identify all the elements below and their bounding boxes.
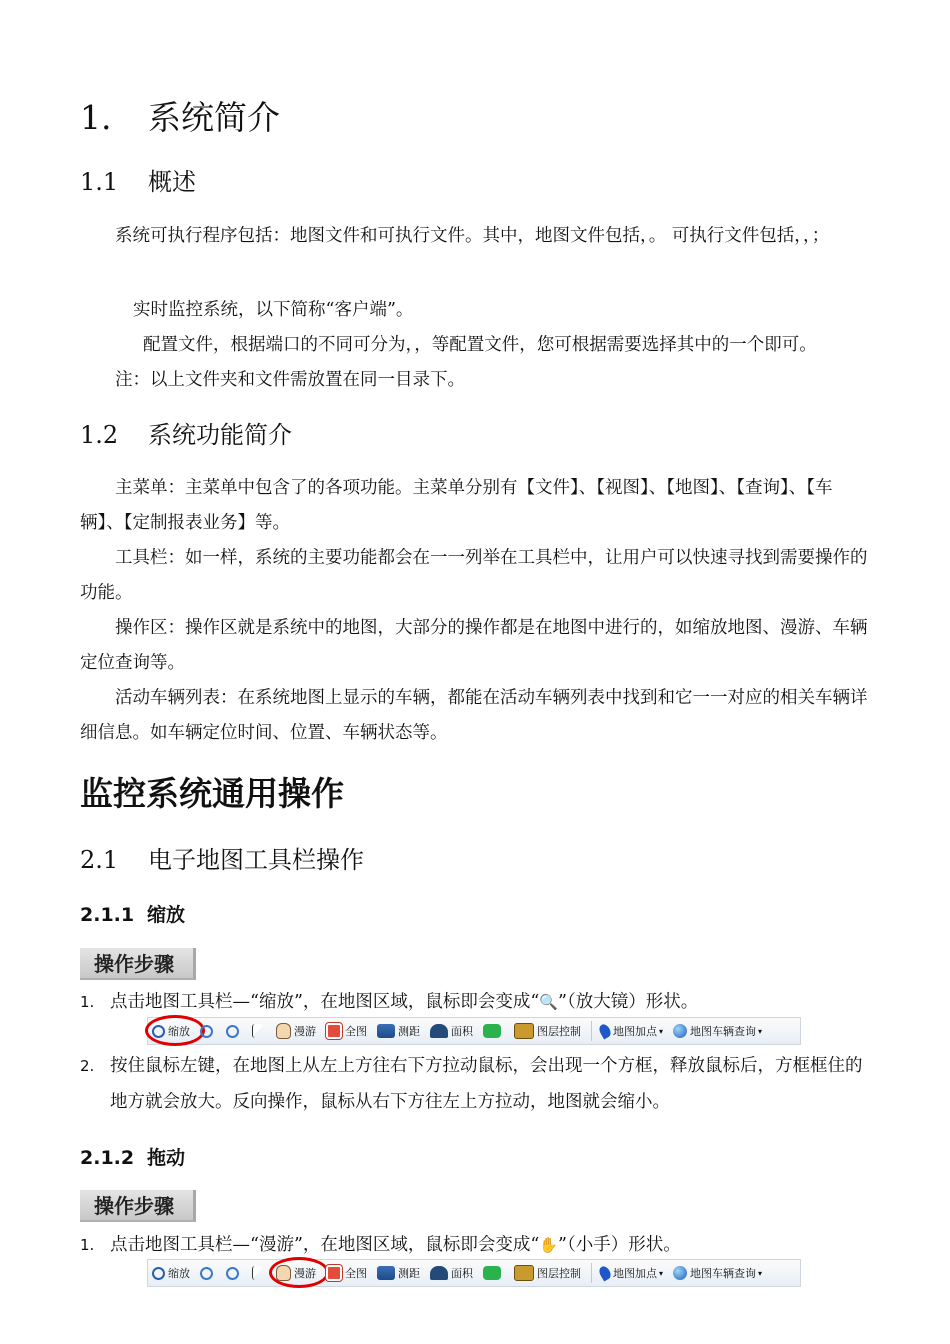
toolbar-separator (591, 1263, 592, 1283)
overview-paragraph-1: 系统可执行程序包括：地图文件和可执行文件。其中，地图文件包括，。 可执行文件包括，，； (115, 226, 830, 246)
area-button[interactable] (426, 1261, 477, 1285)
cursor-icon (252, 1266, 263, 1280)
area-button[interactable] (426, 1019, 477, 1043)
section-2-heading: 监控系统通用操作 (80, 774, 344, 813)
vehicle-query-dropdown[interactable] (669, 1261, 766, 1285)
zoom-in-button[interactable] (196, 1261, 220, 1285)
select-button[interactable] (248, 1261, 270, 1285)
add-point-dropdown[interactable] (596, 1019, 667, 1043)
area-label: 面积 (451, 1267, 473, 1280)
section-number: 2.1.2 (80, 1147, 135, 1169)
zoom-step-2 (80, 1048, 876, 1120)
pan-button[interactable] (272, 1019, 320, 1043)
section-number: 2.1.1 (80, 904, 135, 926)
vehicle-query-label: 地图车辆查询 (690, 1025, 757, 1038)
magnifier-icon (152, 1267, 165, 1280)
chevron-down-icon: ▾ (659, 1026, 664, 1036)
swap-icon (483, 1266, 501, 1280)
swap-icon (483, 1024, 501, 1038)
pan-button[interactable] (272, 1261, 320, 1285)
zoom-label: 缩放 (168, 1025, 190, 1038)
section-title: 概述 (148, 168, 196, 196)
vehicle-query-label: 地图车辆查询 (690, 1267, 757, 1280)
measure-button[interactable] (373, 1019, 424, 1043)
add-point-dropdown[interactable] (596, 1261, 667, 1285)
zoom-label: 缩放 (168, 1267, 190, 1280)
full-extent-icon (326, 1023, 342, 1039)
section-title: 电子地图工具栏操作 (148, 846, 364, 874)
swap-button[interactable] (479, 1261, 508, 1285)
zoom-in-icon (200, 1025, 213, 1038)
section-2-1-heading (80, 840, 364, 875)
layers-label: 图层控制 (537, 1267, 581, 1280)
feature-main-menu: 主菜单：主菜单中包含了的各项功能。主菜单分别有【文件】、【视图】、【地图】、【查询】、【车辆】、【定制报表业务】等。 (80, 478, 833, 533)
full-extent-button[interactable] (322, 1261, 371, 1285)
layers-label: 图层控制 (537, 1025, 581, 1038)
chevron-down-icon: ▾ (659, 1268, 664, 1278)
section-number: 2.1 (80, 846, 119, 874)
cursor-icon (252, 1024, 263, 1038)
section-1-1-heading (80, 162, 196, 197)
toolbar-separator (591, 1021, 592, 1041)
layers-button[interactable] (510, 1261, 585, 1285)
section-2-1-2-heading (80, 1143, 185, 1170)
step-text: ”（小手）形状。 (558, 1235, 681, 1255)
measure-label: 测距 (398, 1267, 420, 1280)
step-number: 2. (80, 1057, 95, 1075)
section-number: 1.2 (80, 421, 119, 449)
measure-label: 测距 (398, 1025, 420, 1038)
step-text: ”（放大镜）形状。 (558, 992, 699, 1012)
section-number: 1.1 (80, 168, 119, 196)
steps-label: 操作步骤 (80, 948, 196, 980)
zoom-step-1 (80, 984, 876, 1020)
select-button[interactable] (248, 1019, 270, 1043)
chevron-down-icon: ▾ (758, 1026, 763, 1036)
zoom-in-icon (200, 1267, 213, 1280)
zoom-out-button[interactable] (222, 1261, 246, 1285)
area-icon (430, 1266, 448, 1280)
map-toolbar (147, 1017, 801, 1045)
steps-label: 操作步骤 (80, 1190, 196, 1222)
measure-button[interactable] (373, 1261, 424, 1285)
ruler-icon (377, 1266, 395, 1280)
overview-note: 注：以上文件夹和文件需放置在同一目录下。 (115, 370, 465, 390)
layers-icon (514, 1265, 534, 1281)
full-label: 全图 (345, 1267, 367, 1280)
section-number: 1. (80, 98, 112, 137)
zoom-button[interactable] (148, 1261, 194, 1285)
highlight-ring (269, 1257, 329, 1288)
map-toolbar (147, 1259, 801, 1287)
section-title: 缩放 (147, 904, 186, 926)
magnifier-icon: 🔍 (539, 993, 559, 1011)
section-1-2-heading (80, 415, 292, 450)
add-point-label: 地图加点 (613, 1267, 657, 1280)
step-number: 1. (80, 993, 95, 1011)
overview-paragraph-2: 实时监控系统，以下简称“客户端”。 (133, 300, 414, 320)
globe-icon (673, 1024, 687, 1038)
feature-vehicle-list: 活动车辆列表：在系统地图上显示的车辆，都能在活动车辆列表中找到和它一一对应的相关车辆详细信息。如车辆定位时间、位置、车辆状态等。 (80, 688, 868, 743)
layers-icon (514, 1023, 534, 1039)
full-extent-icon (326, 1265, 342, 1281)
overview-paragraph-3: 配置文件，根据端口的不同可分为，，等配置文件，您可根据需要选择其中的一个即可。 (143, 335, 817, 355)
zoom-out-icon (226, 1267, 239, 1280)
step-text: 点击地图工具栏—“缩放”，在地图区域，鼠标即会变成“ (110, 992, 540, 1012)
step-text: 点击地图工具栏—“漫游”，在地图区域，鼠标即会变成“ (110, 1235, 540, 1255)
full-extent-button[interactable] (322, 1019, 371, 1043)
zoom-out-button[interactable] (222, 1019, 246, 1043)
section-title: 拖动 (147, 1147, 186, 1169)
pin-icon (597, 1264, 613, 1281)
feature-work-area: 操作区：操作区就是系统中的地图，大部分的操作都是在地图中进行的，如缩放地图、漫游、车辆定位查询等。 (80, 618, 868, 673)
step-text: 按住鼠标左键，在地图上从左上方往右下方拉动鼠标，会出现一个方框，释放鼠标后，方框框住的地方就会放大。反向操作，鼠标从右下方往左上方拉动，地图就会缩小。 (110, 1056, 863, 1112)
chevron-down-icon: ▾ (758, 1268, 763, 1278)
section-title: 系统简介 (148, 98, 280, 137)
add-point-label: 地图加点 (613, 1025, 657, 1038)
globe-icon (673, 1266, 687, 1280)
hand-icon: ✋ (539, 1236, 559, 1254)
vehicle-query-dropdown[interactable] (669, 1019, 766, 1043)
ruler-icon (377, 1024, 395, 1038)
zoom-button[interactable] (148, 1019, 194, 1043)
section-1-heading (80, 92, 280, 139)
area-icon (430, 1024, 448, 1038)
hand-icon (276, 1023, 291, 1039)
full-label: 全图 (345, 1025, 367, 1038)
pan-label: 漫游 (294, 1267, 316, 1280)
area-label: 面积 (451, 1025, 473, 1038)
layers-button[interactable] (510, 1019, 585, 1043)
pan-step-1 (80, 1227, 876, 1263)
swap-button[interactable] (479, 1019, 508, 1043)
step-number: 1. (80, 1236, 95, 1254)
pan-label: 漫游 (294, 1025, 316, 1038)
feature-toolbar: 工具栏：如一样，系统的主要功能都会在一一列举在工具栏中，让用户可以快速寻找到需要操作的功能。 (80, 548, 868, 603)
zoom-in-button[interactable] (196, 1019, 220, 1043)
section-2-1-1-heading (80, 900, 185, 927)
pin-icon (597, 1022, 613, 1039)
zoom-out-icon (226, 1025, 239, 1038)
section-title: 系统功能简介 (148, 421, 292, 449)
